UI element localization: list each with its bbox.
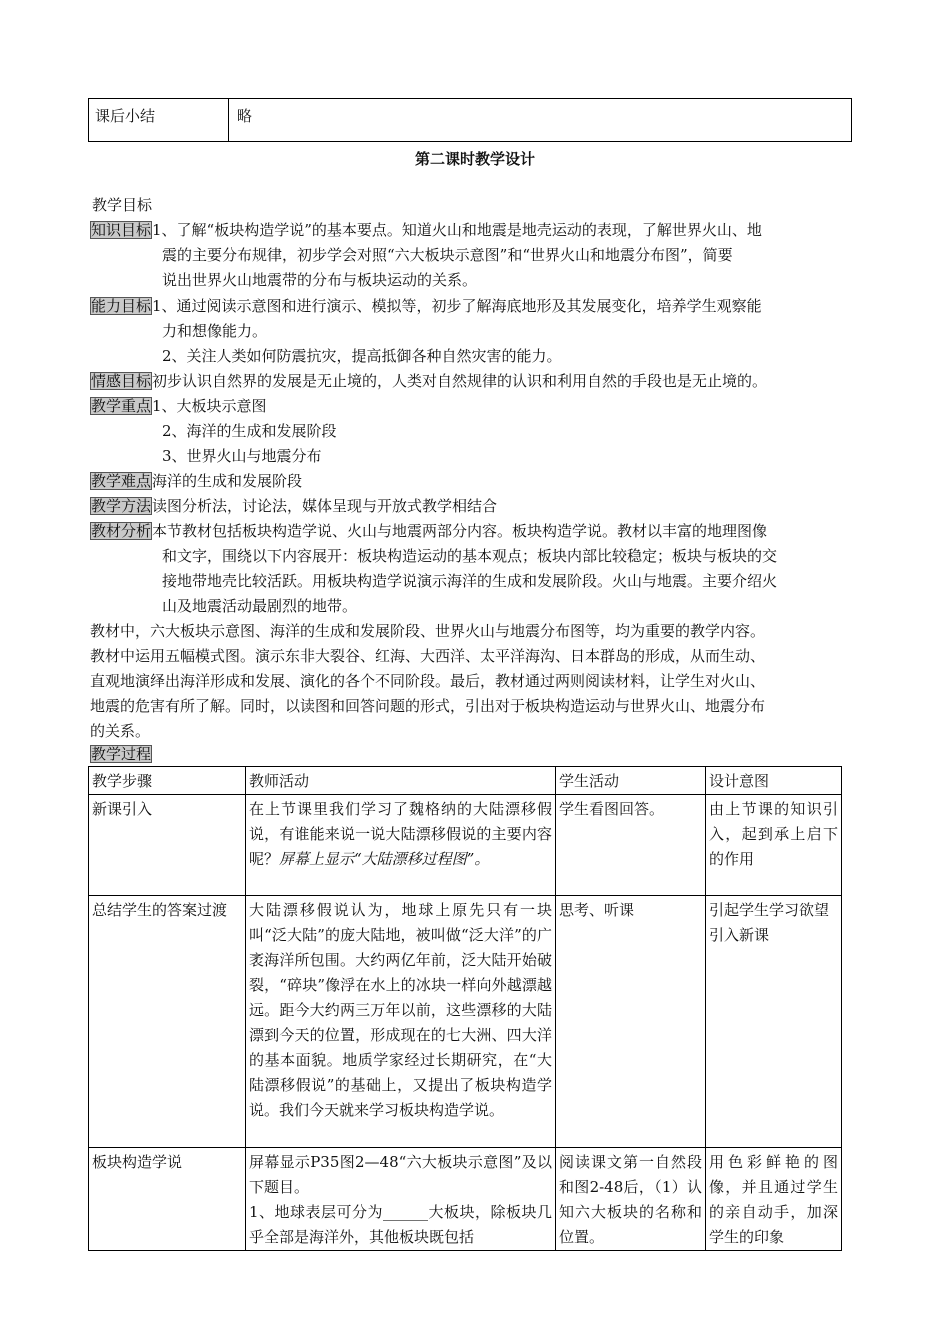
cell-teacher: 屏幕显示P35图2—48“六大板块示意图”及以下题目。 1、地球表层可分为______大板块，除板块几乎全部是海洋外，其他板块既包括	[246, 1148, 556, 1251]
emotion-tag: 情感目标	[91, 372, 152, 390]
table-row	[89, 795, 842, 896]
page-title: 第二课时教学设计	[414, 150, 535, 168]
ability-tag: 能力目标	[91, 297, 152, 315]
cell-teacher: 在上节课里我们学习了魏格纳的大陆漂移假说，有谁能来说一说大陆漂移假说的主要内容呢？屏幕上显示“大陆漂移过程图”。	[246, 795, 556, 896]
knowledge-line: 说出世界火山地震带的分布与板块运动的关系。	[162, 271, 478, 289]
body-paragraph-line: 的关系。	[90, 722, 151, 740]
key-points: 教学重点1、大板块示意图	[91, 397, 267, 415]
summary-value: 略	[237, 107, 253, 125]
ability-line: 力和想像能力。	[162, 322, 268, 340]
ability-line: 2、关注人类如何防震抗灾，提高抵御各种自然灾害的能力。	[162, 347, 562, 365]
body-paragraph-line: 教材中，六大板块示意图、海洋的生成和发展阶段、世界火山与地震分布图等，均为重要的教学内容。	[90, 622, 766, 640]
emotion-objective: 情感目标初步认识自然界的发展是无止境的，人类对自然规律的认识和利用自然的手段也是无止境的。	[91, 372, 768, 390]
key-point-item: 3、世界火山与地震分布	[162, 447, 322, 465]
body-paragraph-line: 教材中运用五幅模式图。演示东非大裂谷、红海、大西洋、太平洋海沟、日本群岛的形成，从而生动、	[90, 647, 766, 665]
table-header-row	[89, 767, 842, 795]
body-paragraph-line: 地震的危害有所了解。同时，以读图和回答问题的形式，引出对于板块构造运动与世界火山、地震分布	[90, 697, 766, 715]
analysis: 教材分析本节教材包括板块构造学说、火山与地震两部分内容。板块构造学说。教材以丰富的地理图像	[91, 522, 768, 540]
cell-step: 板块构造学说	[89, 1148, 246, 1251]
difficulty: 教学难点海洋的生成和发展阶段	[91, 472, 303, 490]
knowledge-tag: 知识目标	[91, 221, 152, 239]
cell-intent: 引起学生学习欲望 引入新课	[706, 896, 842, 1148]
cell-step: 新课引入	[89, 795, 246, 896]
objectives-heading: 教学目标	[92, 196, 153, 214]
cell-step: 总结学生的答案过渡	[89, 896, 246, 1148]
header-step: 教学步骤	[89, 767, 246, 795]
method: 教学方法读图分析法，讨论法，媒体呈现与开放式教学相结合	[91, 497, 498, 515]
cell-student: 思考、听课	[556, 896, 706, 1148]
analysis-tag: 教材分析	[91, 522, 152, 540]
cell-intent: 用色彩鲜艳的图像，并且通过学生的亲自动手，加深学生的印象	[706, 1148, 842, 1251]
analysis-line: 和文字，围绕以下内容展开：板块构造运动的基本观点；板块内部比较稳定；板块与板块的交	[162, 547, 778, 565]
cell-intent: 由上节课的知识引入，起到承上启下的作用	[706, 795, 842, 896]
process-table	[88, 766, 842, 1251]
header-intent: 设计意图	[706, 767, 842, 795]
table-row	[89, 896, 842, 1148]
ability-objective: 能力目标1、通过阅读示意图和进行演示、模拟等，初步了解海底地形及其发展变化，培养学生观察能	[91, 297, 762, 315]
header-student: 学生活动	[556, 767, 706, 795]
summary-label: 课后小结	[89, 99, 229, 141]
analysis-line: 山及地震活动最剧烈的地带。	[162, 597, 358, 615]
key-point-item: 2、海洋的生成和发展阶段	[162, 422, 337, 440]
table-row	[89, 1148, 842, 1251]
knowledge-objective: 知识目标1、了解“板块构造学说”的基本要点。知道火山和地震是地壳运动的表现，了解世界火山、地	[91, 221, 762, 239]
header-teacher: 教师活动	[246, 767, 556, 795]
cell-teacher: 大陆漂移假说认为，地球上原先只有一块叫“泛大陆”的庞大陆地，被叫做“泛大洋”的广袤海洋所包围。大约两亿年前，泛大陆开始破裂，“碎块”像浮在水上的冰块一样向外越漂越远。距今大约两三万年以前，这些漂移的大陆漂到今天的位置，形成现在的七大洲、四大洋的基本面貌。地质学家经过长期研究，在“大陆漂移假说”的基础上，又提出了板块构造学说。我们今天就来学习板块构造学说。	[246, 896, 556, 1148]
summary-table	[88, 98, 852, 142]
key-points-tag: 教学重点	[91, 397, 152, 415]
analysis-line: 接地带地壳比较活跃。用板块构造学说演示海洋的生成和发展阶段。火山与地震。主要介绍火	[162, 572, 778, 590]
method-tag: 教学方法	[91, 497, 152, 515]
process-heading: 教学过程	[91, 745, 152, 763]
difficulty-tag: 教学难点	[91, 472, 152, 490]
cell-student: 阅读课文第一自然段和图2-48后，（1）认知六大板块的名称和位置。	[556, 1148, 706, 1251]
knowledge-line: 震的主要分布规律，初步学会对照“六大板块示意图”和“世界火山和地震分布图”，简要	[162, 246, 733, 264]
body-paragraph-line: 直观地演绎出海洋形成和发展、演化的各个不同阶段。最后，教材通过两则阅读材料，让学生对火山、	[90, 672, 766, 690]
cell-student: 学生看图回答。	[556, 795, 706, 896]
